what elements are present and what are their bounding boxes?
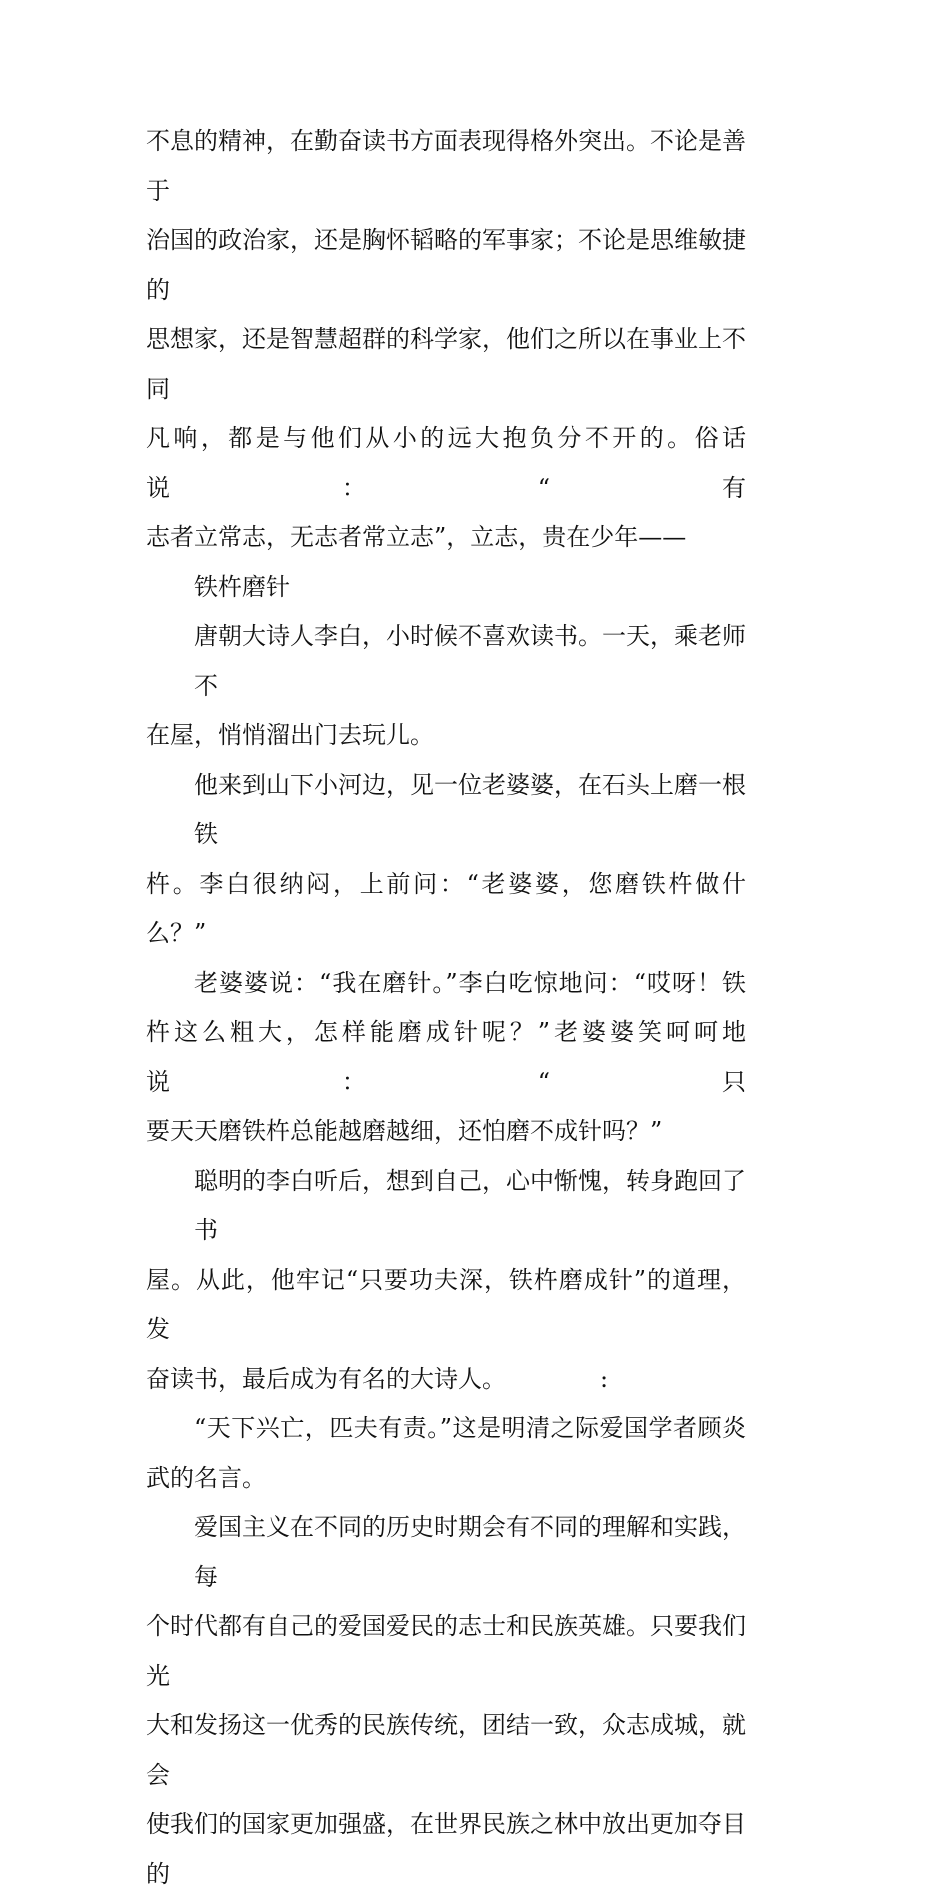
text-line: 他来到山下小河边，见一位老婆婆，在石头上磨一根铁: [194, 770, 746, 848]
paragraph-8: [146, 1503, 746, 1899]
text-line: 不息的精神，在勤奋读书方面表现得格外突出。不论是善于: [146, 127, 746, 205]
text-line: 个时代都有自己的爱国爱民的志士和民族英雄。只要我们光: [146, 1612, 746, 1690]
text-line: 武的名言。: [146, 1463, 266, 1492]
text-line: [146, 1355, 746, 1405]
text-line: 思想家，还是智慧超群的科学家，他们之所以在事业上不同: [146, 325, 746, 403]
document-body: [146, 117, 746, 1899]
paragraph-5: [146, 959, 746, 1157]
text-line: 屋。从此，他牢记“只要功夫深，铁杵磨成针”的道理，发: [146, 1265, 746, 1343]
text-line: 要天天磨铁杵总能越磨越细，还怕磨不成针吗？”: [146, 1117, 663, 1145]
text-line: 使我们的国家更加强盛，在世界民族之林中放出更加夺目的: [146, 1810, 746, 1888]
text-line: 在屋，悄悄溜出门去玩儿。: [146, 721, 434, 749]
paragraph-4: [146, 761, 746, 959]
text-line: 治国的政治家，还是胸怀韬略的军事家；不论是思维敏捷的: [146, 226, 746, 304]
paragraph-7: [146, 1404, 746, 1503]
paragraph-3: [146, 612, 746, 761]
section-heading: [146, 563, 746, 613]
text-line: 杵这么粗大，怎样能磨成针呢？”老婆婆笑呵呵地说：“只: [146, 1018, 746, 1096]
text-line: 凡响，都是与他们从小的远大抱负分不开的。俗话说：“有: [146, 424, 746, 502]
text-line: 唐朝大诗人李白，小时候不喜欢读书。一天，乘老师不: [194, 622, 746, 700]
heading-text: 铁杵磨针: [194, 572, 290, 601]
paragraph-6: [146, 1157, 746, 1405]
text-line: “天下兴亡，匹夫有责。”这是明清之际爱国学者顾炎: [194, 1414, 746, 1442]
text-line: 志者立常志，无志者常立志”，立志，贵在少年——: [146, 523, 687, 551]
paragraph-1: [146, 117, 746, 563]
text-line: 爱国主义在不同的历史时期会有不同的理解和实践，每: [194, 1513, 746, 1591]
text-line: 杵。李白很纳闷，上前问：“老婆婆，您磨铁杵做什么？”: [146, 869, 746, 947]
text-line: 聪明的李白听后，想到自己，心中惭愧，转身跑回了书: [194, 1166, 746, 1244]
stray-colon: :: [600, 1364, 609, 1393]
text-line: 大和发扬这一优秀的民族传统，团结一致，众志成城，就会: [146, 1711, 746, 1789]
text-line-content: 奋读书，最后成为有名的大诗人。: [146, 1364, 506, 1393]
text-line: 老婆婆说：“我在磨针。”李白吃惊地问：“哎呀！铁: [194, 968, 746, 997]
